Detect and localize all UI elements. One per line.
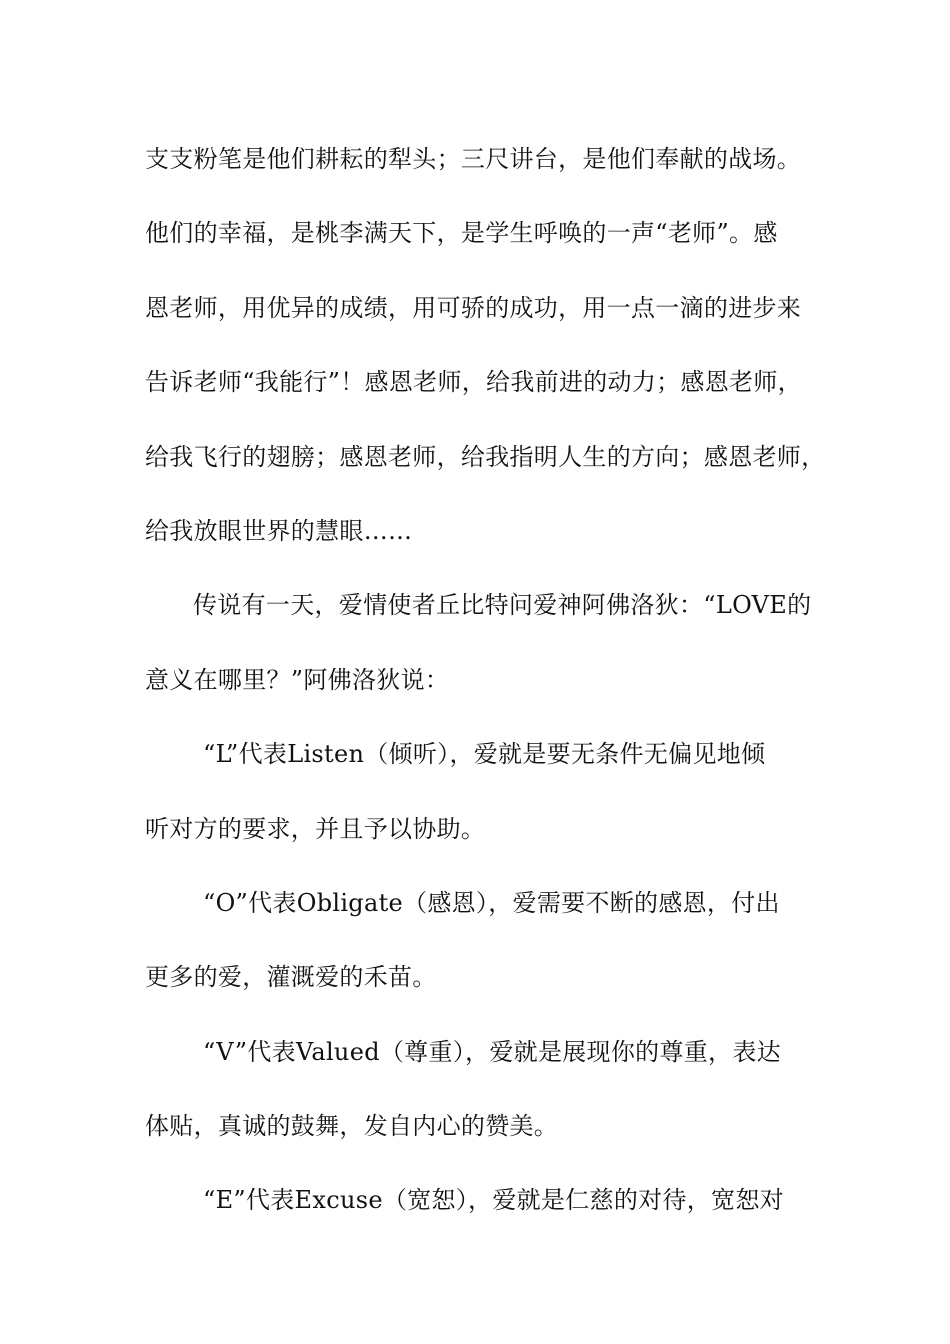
text-line: 体贴，真诚的鼓舞，发自内心的赞美。 xyxy=(145,1112,559,1141)
paragraph-start-line: “E”代表Excuse（宽恕），爱就是仁慈的对待，宽恕对 xyxy=(203,1186,784,1215)
text-line: 给我飞行的翅膀；感恩老师，给我指明人生的方向；感恩老师， xyxy=(145,442,826,471)
text-line: 更多的爱，灌溉爱的禾苗。 xyxy=(145,963,437,992)
text-line: 告诉老师“我能行”！感恩老师，给我前进的动力；感恩老师， xyxy=(145,368,802,397)
document-body xyxy=(145,122,825,1238)
paragraph-start-line: 传说有一天，爱情使者丘比特问爱神阿佛洛狄：“LOVE的 xyxy=(193,591,812,620)
text-line: 他们的幸福，是桃李满天下，是学生呼唤的一声“老师”。感 xyxy=(145,219,778,248)
text-line: 支支粉笔是他们耕耘的犁头；三尺讲台，是他们奉献的战场。 xyxy=(145,145,802,173)
paragraph-start-line: “O”代表Obligate（感恩），爱需要不断的感恩，付出 xyxy=(203,888,780,917)
text-line: 听对方的要求，并且予以协助。 xyxy=(145,814,486,843)
text-line: 恩老师，用优异的成绩，用可骄的成功，用一点一滴的进步来 xyxy=(145,293,802,322)
paragraph-start-line: “V”代表Valued（尊重），爱就是展现你的尊重，表达 xyxy=(203,1037,781,1066)
paragraph-start-line: “L”代表Listen（倾听），爱就是要无条件无偏见地倾 xyxy=(203,740,766,769)
text-line: 意义在哪里？”阿佛洛狄说： xyxy=(145,665,450,694)
text-line: 给我放眼世界的慧眼…… xyxy=(145,516,413,545)
